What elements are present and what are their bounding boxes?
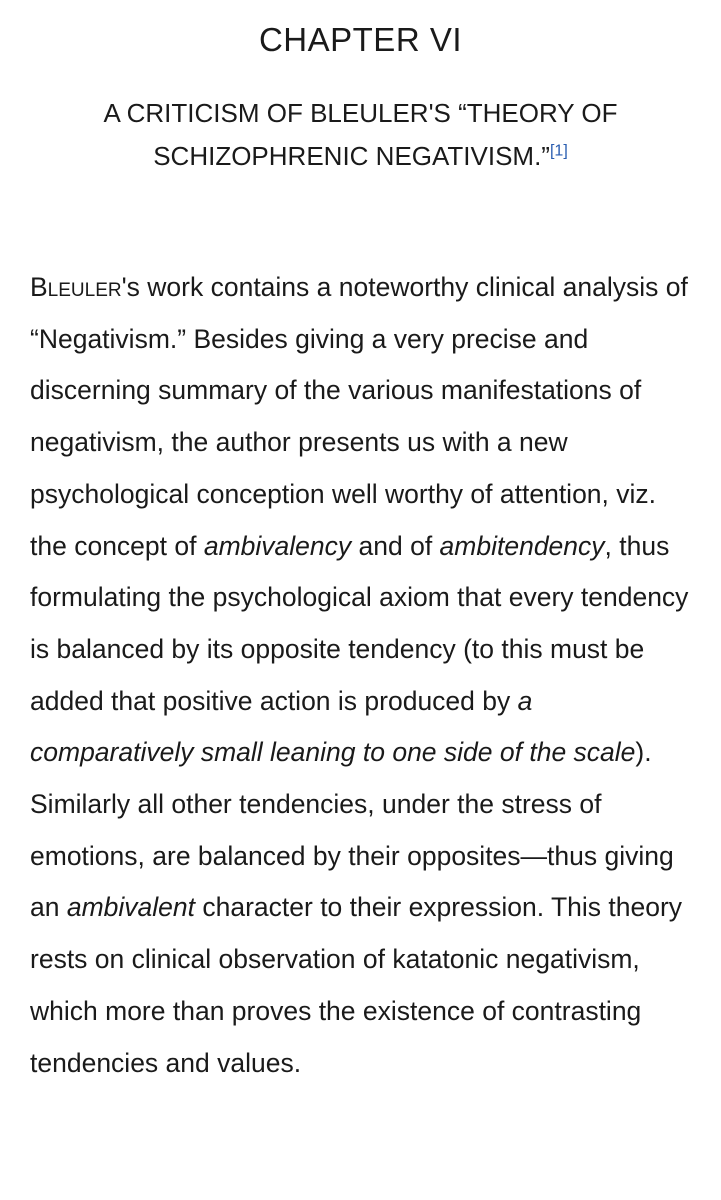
chapter-title: CHAPTER VI	[258, 21, 463, 58]
text-segment: character to their expression. This theory rests on clinical observation of katatonic negativism, which more than proves the existence of contrasting tendencies and values.	[30, 892, 683, 1078]
text-segment: 's work contains a noteworthy clinical analysis of “Negativism.” Besides giving a very precise and discerning summary of the various manifestations of negativism, the author presents us with a new psychological conception well worthy of attention, viz. the concept of	[30, 272, 688, 561]
author-name: Bleuler	[30, 272, 122, 302]
text-segment: ). Similarly all other tendencies, under the stress of emotions, are balanced by their opposites—thus giving an	[30, 737, 674, 923]
text-segment: and of	[351, 530, 440, 561]
emphasis-small-leaning: a comparatively small leaning to one side of the scale	[30, 685, 636, 768]
emphasis-ambitendency: ambitendency	[439, 530, 605, 561]
chapter-subtitle	[30, 92, 691, 178]
body-paragraph	[30, 262, 691, 1089]
chapter-subtitle-line2: SCHIZOPHRENIC NEGATIVISM.”	[153, 141, 550, 171]
emphasis-ambivalent: ambivalent	[66, 892, 195, 923]
chapter-subtitle-line1: A CRITICISM OF BLEULER'S “THEORY OF	[103, 98, 618, 128]
emphasis-ambivalency: ambivalency	[203, 530, 352, 561]
footnote-link[interactable]: [1]	[549, 142, 568, 160]
text-segment: , thus formulating the psychological axiom that every tendency is balanced by its opposite tendency (to this must be added that positive action is produced by	[30, 530, 689, 716]
